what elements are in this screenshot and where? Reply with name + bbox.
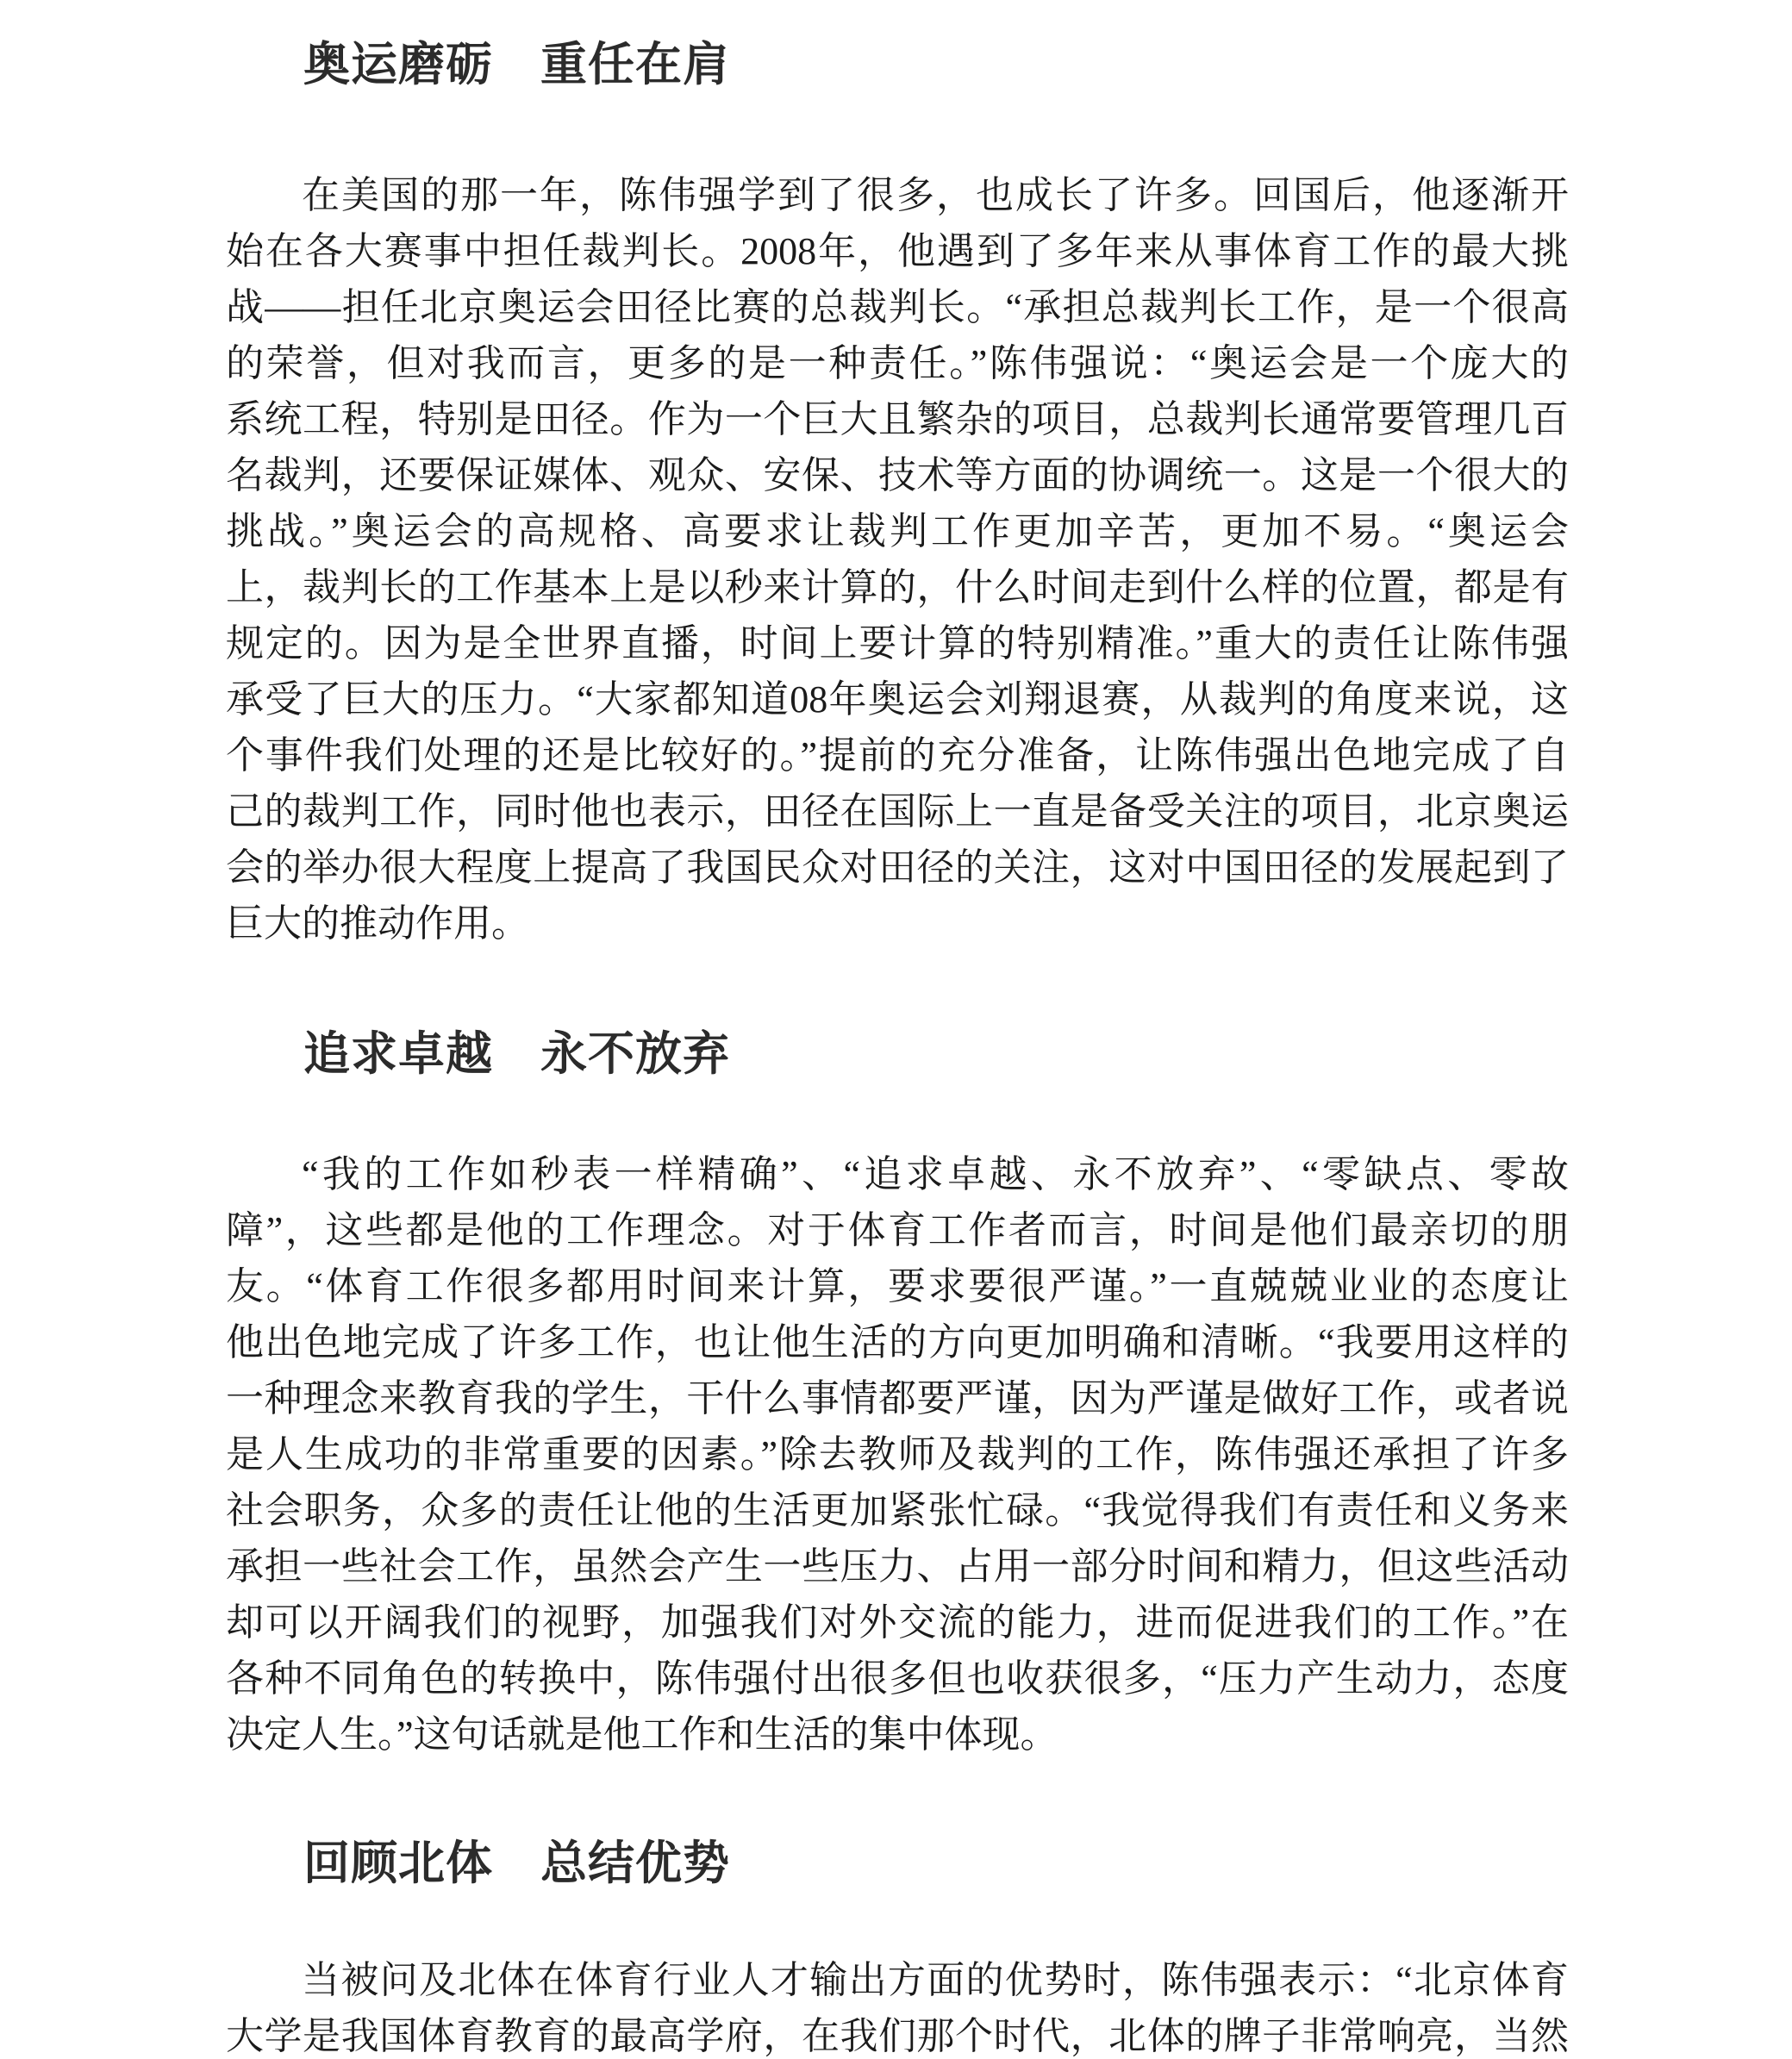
text-line: 挑战。”奥运会的高规格、高要求让裁判工作更加辛苦，更加不易。“奥运会 [226, 510, 1569, 552]
section-heading-bsu-review: 回顾北体 总结优势 [303, 1838, 730, 1889]
text-line: 障”，这些都是他的工作理念。对于体育工作者而言，时间是他们最亲切的朋 [226, 1209, 1569, 1251]
section-heading-excellence: 追求卓越 永不放弃 [303, 1028, 730, 1080]
text-line: 会的举办很大程度上提高了我国民众对田径的关注，这对中国田径的发展起到了 [226, 846, 1569, 889]
text-line: 上，裁判长的工作基本上是以秒来计算的，什么时间走到什么样的位置，都是有 [226, 566, 1569, 608]
text-line: 个事件我们处理的还是比较好的。”提前的充分准备，让陈伟强出色地完成了自 [226, 734, 1569, 777]
text-line: “我的工作如秒表一样精确”、“追求卓越、永不放弃”、“零缺点、零故 [302, 1153, 1569, 1195]
text-line: 社会职务，众多的责任让他的生活更加紧张忙碌。“我觉得我们有责任和义务来 [226, 1489, 1569, 1532]
text-line: 各种不同角色的转换中，陈伟强付出很多但也收获很多，“压力产生动力，态度 [226, 1657, 1569, 1700]
text-line: 友。“体育工作很多都用时间来计算，要求要很严谨。”一直兢兢业业的态度让 [226, 1265, 1569, 1307]
text-line: 己的裁判工作，同时他也表示，田径在国际上一直是备受关注的项目，北京奥运 [226, 790, 1569, 833]
text-line: 名裁判，还要保证媒体、观众、安保、技术等方面的协调统一。这是一个很大的 [226, 454, 1569, 496]
text-line: 战——担任北京奥运会田径比赛的总裁判长。“承担总裁判长工作，是一个很高 [226, 286, 1569, 328]
text-line: 大学是我国体育教育的最高学府，在我们那个时代，北体的牌子非常响亮，当然 [226, 2015, 1569, 2057]
text-line: 他出色地完成了许多工作，也让他生活的方向更加明确和清晰。“我要用这样的 [226, 1321, 1569, 1363]
text-line: 一种理念来教育我的学生，干什么事情都要严谨，因为严谨是做好工作，或者说 [226, 1377, 1569, 1419]
text-line: 系统工程，特别是田径。作为一个巨大且繁杂的项目，总裁判长通常要管理几百 [226, 398, 1569, 440]
text-line: 承受了巨大的压力。“大家都知道08年奥运会刘翔退赛，从裁判的角度来说，这 [226, 678, 1569, 721]
section-heading-olympics: 奥运磨砺 重任在肩 [303, 39, 730, 90]
text-line: 在美国的那一年，陈伟强学到了很多，也成长了许多。回国后，他逐渐开 [302, 174, 1569, 216]
text-line: 规定的。因为是全世界直播，时间上要计算的特别精准。”重大的责任让陈伟强 [226, 622, 1569, 664]
text-line: 当被问及北体在体育行业人才输出方面的优势时，陈伟强表示：“北京体育 [302, 1959, 1569, 2001]
paragraph-olympics [226, 167, 1569, 952]
paragraph-bsu-review [226, 1952, 1569, 2059]
text-line: 巨大的推动作用。 [226, 902, 529, 945]
text-line: 却可以开阔我们的视野，加强我们对外交流的能力，进而促进我们的工作。”在 [226, 1601, 1569, 1644]
text-line: 决定人生。”这句话就是他工作和生活的集中体现。 [226, 1713, 1058, 1756]
text-line: 承担一些社会工作，虽然会产生一些压力、占用一部分时间和精力，但这些活动 [226, 1545, 1569, 1588]
text-line: 的荣誉，但对我而言，更多的是一种责任。”陈伟强说：“奥运会是一个庞大的 [226, 342, 1569, 384]
text-line: 始在各大赛事中担任裁判长。2008年，他遇到了多年来从事体育工作的最大挑 [226, 230, 1569, 272]
paragraph-excellence [226, 1146, 1569, 1763]
text-line: 是人生成功的非常重要的因素。”除去教师及裁判的工作，陈伟强还承担了许多 [226, 1433, 1569, 1476]
